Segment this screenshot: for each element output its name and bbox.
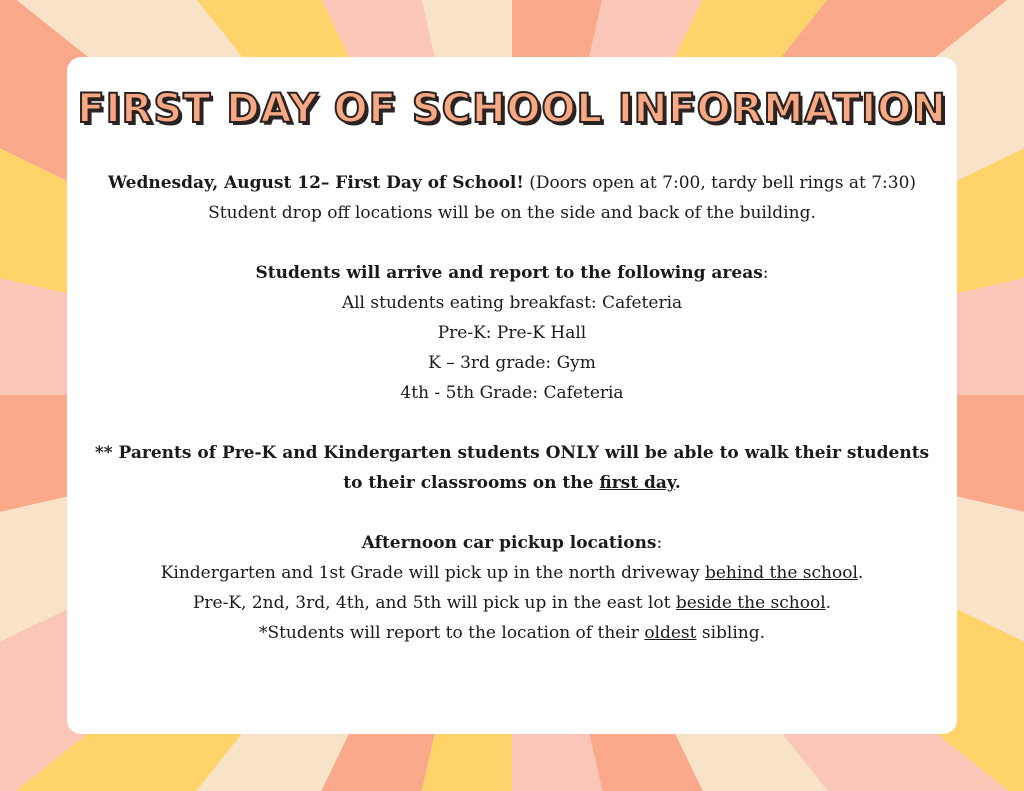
first-day-line <box>67 168 957 198</box>
first-day-heading: Wednesday, August 12– First Day of School! <box>107 173 524 193</box>
parents-note-line1: ** Parents of Pre-K and Kindergarten students ONLY will be able to walk their students <box>94 443 930 463</box>
parents-note-line2: to their classrooms on the first day. <box>343 473 681 493</box>
info-content <box>67 168 957 648</box>
pickup-heading-line: Afternoon car pickup locations: <box>361 533 663 553</box>
page-title: FIRST DAY OF SCHOOL INFORMATION <box>77 86 947 132</box>
report-area-item: 4th - 5th Grade: Cafeteria <box>400 383 624 403</box>
pickup-upper-location: beside the school <box>675 593 826 613</box>
dropoff-line: Student drop off locations will be on the side and back of the building. <box>208 203 816 223</box>
report-areas-heading-line: Students will arrive and report to the following areas: <box>255 263 769 283</box>
pickup-heading: Afternoon car pickup locations <box>361 533 657 553</box>
oldest-emphasis: oldest <box>644 623 697 643</box>
report-area-item: K – 3rd grade: Gym <box>428 353 596 373</box>
pickup-kinder-location: behind the school <box>704 563 858 583</box>
first-day-emphasis: first day <box>599 473 675 493</box>
report-area-item: All students eating breakfast: Cafeteria <box>341 293 683 313</box>
pickup-kinder-line: Kindergarten and 1st Grade will pick up in the north driveway behind the school. <box>160 563 864 583</box>
sibling-note-line: *Students will report to the location of their oldest sibling. <box>258 623 766 643</box>
pickup-upper-line: Pre-K, 2nd, 3rd, 4th, and 5th will pick up in the east lot beside the school. <box>192 593 832 613</box>
report-areas-heading: Students will arrive and report to the following areas <box>255 263 763 283</box>
report-area-item: Pre-K: Pre-K Hall <box>437 323 587 343</box>
first-day-details: (Doors open at 7:00, tardy bell rings at 7:30) <box>523 173 917 193</box>
